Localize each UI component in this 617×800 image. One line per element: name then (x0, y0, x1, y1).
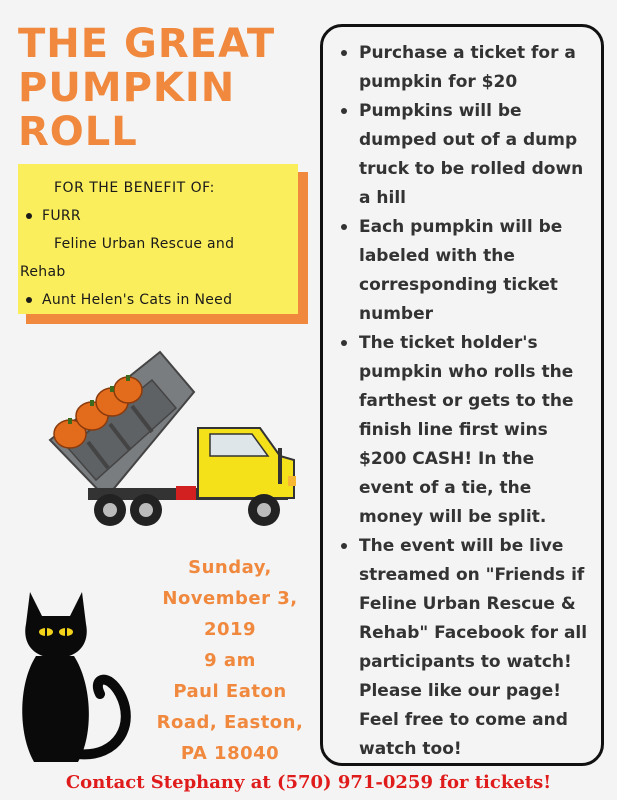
truck-cab (198, 428, 296, 498)
benefit-item-cats (26, 292, 232, 308)
benefit-item-cats-label: Aunt Helen's Cats in Need (42, 292, 233, 308)
benefit-item-furr-sub-a: Feline Urban Rescue and (54, 236, 235, 252)
bullet-icon (26, 213, 32, 219)
event-address-2: Road, Easton, (156, 712, 304, 733)
flyer-title (18, 22, 308, 154)
details-list (323, 27, 601, 764)
benefit-item-furr (26, 208, 81, 224)
benefit-box (18, 164, 298, 314)
title-line-3: ROLL (18, 109, 138, 155)
event-time: 9 am (204, 650, 256, 671)
dump-truck-icon (48, 348, 300, 544)
benefit-item-furr-sub-b: Rehab (20, 264, 66, 280)
details-item: Pumpkins will be dumped out of a dump truck to be rolled down a hill (337, 97, 591, 213)
bullet-icon (26, 297, 32, 303)
event-address-1: Paul Eaton (173, 681, 287, 702)
title-line-2: PUMPKIN (18, 65, 236, 111)
contact-line: Contact Stephany at (570) 971-0259 for tickets! (65, 772, 552, 793)
black-cat-icon (8, 574, 148, 770)
title-line-1: THE GREAT (18, 21, 276, 67)
event-address-3: PA 18040 (180, 743, 280, 764)
event-day: Sunday, (188, 557, 272, 578)
event-details (140, 552, 320, 769)
details-item: The event will be live streamed on "Friends if Feline Urban Rescue & Rehab" Facebook for all participants to watch! Please like our page! Feel free to come and watch too! (337, 532, 591, 764)
details-item: The ticket holder's pumpkin who rolls the farthest or gets to the finish line first wins $200 CASH! In the event of a tie, the money will be split. (337, 329, 591, 532)
details-item: Purchase a ticket for a pumpkin for $20 (337, 39, 591, 97)
details-item: Each pumpkin will be labeled with the corresponding ticket number (337, 213, 591, 329)
benefit-header: FOR THE BENEFIT OF: (54, 180, 215, 196)
benefit-item-furr-label: FURR (42, 208, 81, 224)
details-panel (320, 24, 604, 766)
truck-tank (176, 486, 196, 500)
event-date: November 3, (162, 588, 298, 609)
event-year: 2019 (203, 619, 257, 640)
